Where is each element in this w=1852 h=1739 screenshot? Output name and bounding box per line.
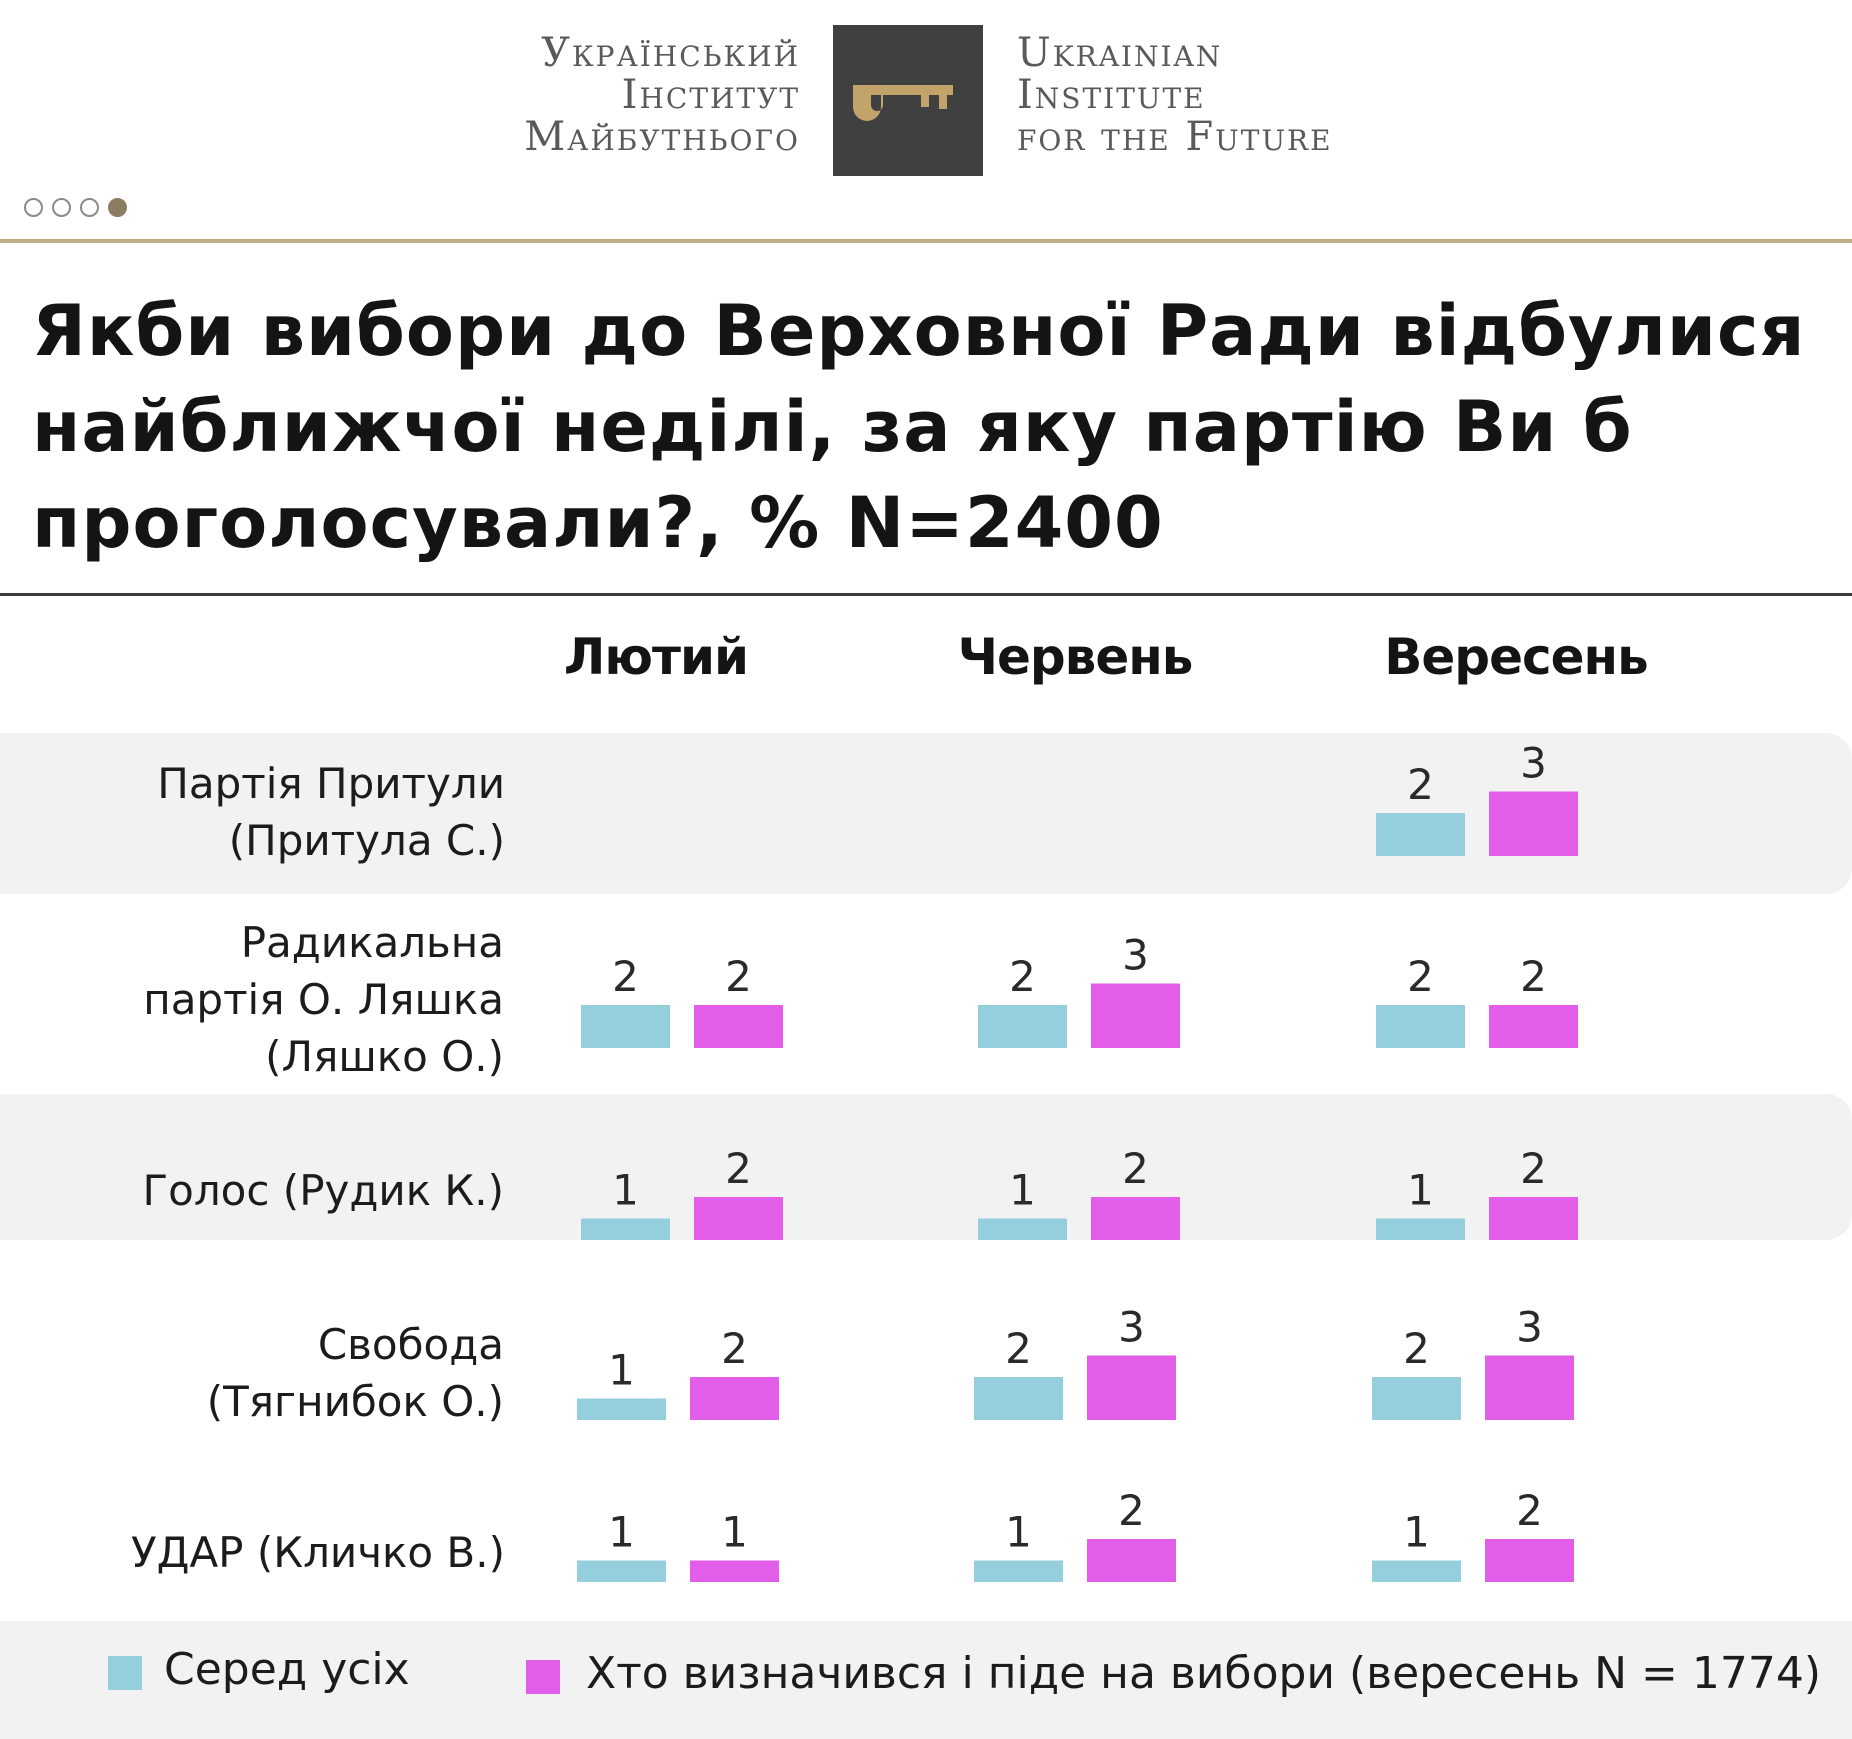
bar-decided-r5-c2 [1087, 1539, 1176, 1582]
bar-all-r4-c3 [1372, 1377, 1461, 1420]
data-label-decided-r2-c3: 2 [1520, 952, 1547, 1001]
logo-en-line-2: Institute [1017, 72, 1206, 118]
data-label-decided-r4-c3: 3 [1516, 1302, 1543, 1352]
logo-uk-line-1: Український [541, 30, 800, 76]
bar-all-r5-c1 [577, 1561, 666, 1583]
data-label-decided-r5-c2: 2 [1118, 1486, 1145, 1535]
data-label-all-r4-c1: 1 [608, 1345, 635, 1395]
bar-all-r3-c2 [978, 1219, 1067, 1241]
row-label-line: (Тягнибок О.) [206, 1377, 504, 1426]
legend-swatch-all [108, 1656, 142, 1690]
row-label-line: Голос (Рудик К.) [142, 1166, 504, 1215]
data-label-decided-r2-c2: 3 [1122, 930, 1149, 980]
bar-decided-r4-c2 [1087, 1356, 1176, 1421]
data-label-decided-r3-c3: 2 [1520, 1144, 1547, 1193]
data-label-all-r3-c2: 1 [1009, 1165, 1036, 1215]
bar-decided-r5-c1 [690, 1561, 779, 1583]
bar-decided-r3-c2 [1091, 1197, 1180, 1240]
data-label-all-r2-c1: 2 [612, 952, 639, 1001]
row-label-line: (Притула С.) [228, 816, 505, 865]
logo-en-line-1: Ukrainian [1017, 30, 1223, 76]
bar-all-r2-c2 [978, 1005, 1067, 1048]
bar-all-r2-c1 [581, 1005, 670, 1048]
data-label-all-r4-c3: 2 [1403, 1324, 1430, 1373]
row-label-line: Радикальна [240, 918, 504, 967]
legend-label-decided: Хто визначився і піде на вибори (вересень N = 1774) [586, 1648, 1822, 1699]
column-header-sep: Вересень [1384, 628, 1648, 686]
data-label-all-r5-c2: 1 [1005, 1507, 1032, 1557]
bar-decided-r2-c1 [694, 1005, 783, 1048]
data-label-all-r2-c3: 2 [1407, 952, 1434, 1001]
bar-all-r3-c3 [1376, 1219, 1465, 1241]
data-label-all-r4-c2: 2 [1005, 1324, 1032, 1373]
row-label-line: партія О. Ляшка [143, 975, 504, 1024]
row-label-line: Партія Притули [157, 759, 505, 808]
data-label-all-r5-c3: 1 [1403, 1507, 1430, 1557]
bar-all-r1-c3 [1376, 813, 1465, 856]
bar-all-r2-c3 [1376, 1005, 1465, 1048]
data-label-all-r5-c1: 1 [608, 1507, 635, 1557]
data-label-decided-r3-c2: 2 [1122, 1144, 1149, 1193]
bar-decided-r5-c3 [1485, 1539, 1574, 1582]
data-label-decided-r5-c1: 1 [721, 1507, 748, 1557]
bar-decided-r4-c3 [1485, 1356, 1574, 1421]
data-label-all-r3-c3: 1 [1407, 1165, 1434, 1215]
bar-all-r5-c3 [1372, 1561, 1461, 1583]
data-label-all-r3-c1: 1 [612, 1165, 639, 1215]
data-label-decided-r4-c2: 3 [1118, 1302, 1145, 1352]
data-label-decided-r3-c1: 2 [725, 1144, 752, 1193]
column-header-feb: Лютий [563, 628, 749, 686]
bar-all-r3-c1 [581, 1219, 670, 1241]
data-label-decided-r2-c1: 2 [725, 952, 752, 1001]
bar-decided-r3-c3 [1489, 1197, 1578, 1240]
row-label-line: Свобода [317, 1320, 504, 1369]
row-label-line: (Ляшко О.) [265, 1032, 504, 1081]
bar-decided-r2-c2 [1091, 984, 1180, 1049]
legend-label-all: Серед усіх [164, 1644, 410, 1695]
bar-decided-r4-c1 [690, 1377, 779, 1420]
data-label-decided-r4-c1: 2 [721, 1324, 748, 1373]
legend-swatch-decided [526, 1660, 560, 1694]
data-label-decided-r1-c3: 3 [1520, 738, 1547, 788]
data-label-all-r2-c2: 2 [1009, 952, 1036, 1001]
bar-decided-r1-c3 [1489, 792, 1578, 857]
data-label-decided-r5-c3: 2 [1516, 1486, 1543, 1535]
logo-uk-line-3: Майбутнього [524, 114, 800, 160]
row-label-line: УДАР (Кличко В.) [131, 1528, 505, 1577]
bar-decided-r3-c1 [694, 1197, 783, 1240]
column-header-jun: Червень [957, 628, 1193, 686]
logo-uk-line-2: Інститут [621, 72, 800, 118]
data-label-all-r1-c3: 2 [1407, 760, 1434, 809]
logo-en-line-3: for the Future [1017, 114, 1333, 160]
chart-title: Якби вибори до Верховної Ради відбулися найближчої неділі, за яку партію Ви б проголосували?, % N=2400 [32, 290, 1806, 564]
bar-all-r4-c2 [974, 1377, 1063, 1420]
bar-all-r5-c2 [974, 1561, 1063, 1583]
bar-decided-r2-c3 [1489, 1005, 1578, 1048]
bar-all-r4-c1 [577, 1399, 666, 1421]
